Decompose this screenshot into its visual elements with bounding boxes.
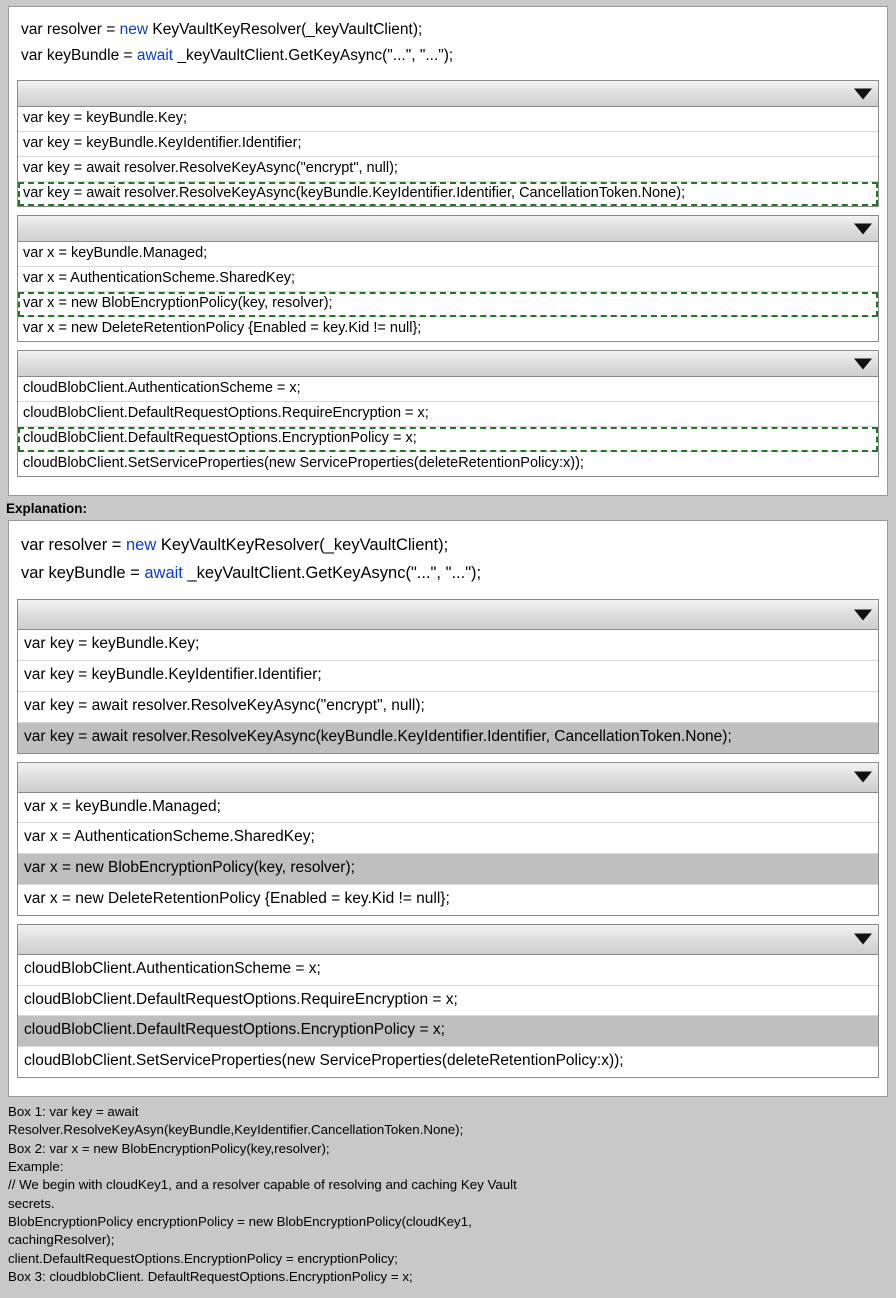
question-code-header xyxy=(17,15,879,74)
dropdown-option[interactable]: var key = keyBundle.KeyIdentifier.Identifier; xyxy=(18,661,878,692)
chevron-down-icon[interactable] xyxy=(854,934,872,945)
dropdown-option[interactable]: cloudBlobClient.DefaultRequestOptions.EncryptionPolicy = x; xyxy=(18,1016,878,1047)
dropdown-option[interactable]: cloudBlobClient.DefaultRequestOptions.RequireEncryption = x; xyxy=(18,986,878,1017)
code-token: _keyVaultClient.GetKeyAsync("...", "..."); xyxy=(182,564,482,583)
dropdown-option-list xyxy=(18,955,878,1077)
dropdown-option[interactable]: cloudBlobClient.DefaultRequestOptions.RequireEncryption = x; xyxy=(18,402,878,427)
dropdown-option[interactable]: cloudBlobClient.AuthenticationScheme = x; xyxy=(18,955,878,986)
answer-code-line xyxy=(21,531,875,559)
answer-panel xyxy=(8,520,888,1097)
answer-dropdown-box-1[interactable] xyxy=(17,599,879,753)
question-panel xyxy=(8,6,888,496)
dropdown-option-list xyxy=(18,630,878,752)
question-code-line xyxy=(21,17,875,43)
question-code-line xyxy=(21,43,875,69)
note-line: Example: xyxy=(8,1159,64,1174)
dropdown-option-list xyxy=(18,793,878,915)
question-dropdown-box-1[interactable] xyxy=(17,80,879,207)
chevron-down-icon[interactable] xyxy=(854,609,872,620)
dropdown-option[interactable]: cloudBlobClient.DefaultRequestOptions.EncryptionPolicy = x; xyxy=(18,427,878,452)
dropdown-bar[interactable] xyxy=(18,763,878,793)
chevron-down-icon[interactable] xyxy=(854,88,872,99)
dropdown-option[interactable]: var x = new DeleteRetentionPolicy {Enabled = key.Kid != null}; xyxy=(24,889,450,907)
explanation-label: Explanation: xyxy=(0,496,896,520)
dropdown-option-list xyxy=(18,377,878,476)
explanation-notes xyxy=(0,1097,896,1298)
dropdown-option[interactable]: var x = AuthenticationScheme.SharedKey; xyxy=(18,823,878,854)
dropdown-option[interactable]: var key = keyBundle.KeyIdentifier.Identifier; xyxy=(18,132,878,157)
dropdown-bar[interactable] xyxy=(18,216,878,242)
dropdown-option[interactable]: var key = await resolver.ResolveKeyAsync("encrypt", null); xyxy=(18,692,878,723)
code-token: var resolver = xyxy=(21,21,120,38)
question-dropdown-box-3[interactable] xyxy=(17,350,879,477)
dropdown-option-list xyxy=(18,107,878,206)
chevron-down-icon[interactable] xyxy=(854,772,872,783)
dropdown-option[interactable]: cloudBlobClient.AuthenticationScheme = x; xyxy=(18,377,878,402)
dropdown-option[interactable]: cloudBlobClient.SetServiceProperties(new ServiceProperties(deleteRetentionPolicy:x)); xyxy=(24,1052,624,1070)
note-line: Box 3: cloudblobClient. DefaultRequestOptions.EncryptionPolicy = x; xyxy=(8,1269,413,1285)
code-token: var keyBundle = xyxy=(21,46,137,64)
note-line: secrets. xyxy=(8,1195,55,1211)
code-token: await xyxy=(136,46,174,64)
note-line: Box 1: var key = await xyxy=(8,1103,139,1119)
answer-code-line xyxy=(21,559,875,587)
chevron-down-icon[interactable] xyxy=(854,223,872,234)
dropdown-option[interactable]: var key = keyBundle.Key; xyxy=(18,107,878,132)
dropdown-option[interactable]: var x = keyBundle.Managed; xyxy=(18,242,878,267)
dropdown-bar[interactable] xyxy=(18,351,878,377)
code-token: var keyBundle = xyxy=(21,564,145,583)
question-dropdown-group xyxy=(17,80,879,477)
dropdown-bar[interactable] xyxy=(18,600,878,630)
dropdown-option[interactable]: var key = keyBundle.Key; xyxy=(18,630,878,661)
dropdown-option[interactable]: var x = new BlobEncryptionPolicy(key, resolver); xyxy=(18,854,878,885)
code-token: new xyxy=(126,536,157,555)
note-line: BlobEncryptionPolicy encryptionPolicy = new BlobEncryptionPolicy(cloudKey1, xyxy=(8,1214,472,1230)
code-token: new xyxy=(119,21,149,38)
note-line: client.DefaultRequestOptions.EncryptionPolicy = encryptionPolicy; xyxy=(8,1250,398,1266)
answer-dropdown-box-3[interactable] xyxy=(17,924,879,1078)
dropdown-bar[interactable] xyxy=(18,925,878,955)
dropdown-option[interactable]: var key = await resolver.ResolveKeyAsync(keyBundle.KeyIdentifier.Identifier, CancellationToken.None); xyxy=(18,182,878,206)
chevron-down-icon[interactable] xyxy=(854,358,872,369)
dropdown-option-list xyxy=(18,242,878,341)
code-token: var resolver = xyxy=(21,536,126,555)
answer-dropdown-box-2[interactable] xyxy=(17,762,879,916)
code-token: KeyVaultKeyResolver(_keyVaultClient); xyxy=(148,21,423,38)
code-token: KeyVaultKeyResolver(_keyVaultClient); xyxy=(156,536,449,555)
dropdown-option[interactable]: var x = AuthenticationScheme.SharedKey; xyxy=(18,267,878,292)
note-line: // We begin with cloudKey1, and a resolver capable of resolving and caching Key Vault xyxy=(8,1177,517,1193)
question-dropdown-box-2[interactable] xyxy=(17,215,879,342)
answer-dropdown-group xyxy=(17,599,879,1078)
dropdown-option[interactable]: var key = await resolver.ResolveKeyAsync(keyBundle.KeyIdentifier.Identifier, CancellationToken.None); xyxy=(18,723,878,753)
dropdown-option[interactable]: var x = new BlobEncryptionPolicy(key, resolver); xyxy=(18,292,878,317)
note-line: Box 2: var x = new BlobEncryptionPolicy(key,resolver); xyxy=(8,1140,330,1156)
dropdown-option[interactable]: cloudBlobClient.SetServiceProperties(new ServiceProperties(deleteRetentionPolicy:x)); xyxy=(23,455,584,472)
code-token: _keyVaultClient.GetKeyAsync("...", "..."); xyxy=(173,46,454,64)
dropdown-bar[interactable] xyxy=(18,81,878,107)
note-line: cachingResolver); xyxy=(8,1232,115,1248)
answer-code-header xyxy=(17,529,879,593)
dropdown-option[interactable]: var x = keyBundle.Managed; xyxy=(18,793,878,824)
dropdown-option[interactable]: var key = await resolver.ResolveKeyAsync("encrypt", null); xyxy=(18,157,878,182)
code-token: await xyxy=(144,564,183,583)
dropdown-option[interactable]: var x = new DeleteRetentionPolicy {Enabled = key.Kid != null}; xyxy=(23,320,422,337)
note-line: Resolver.ResolveKeyAsyn(keyBundle,KeyIdentifier.CancellationToken.None); xyxy=(8,1122,464,1138)
